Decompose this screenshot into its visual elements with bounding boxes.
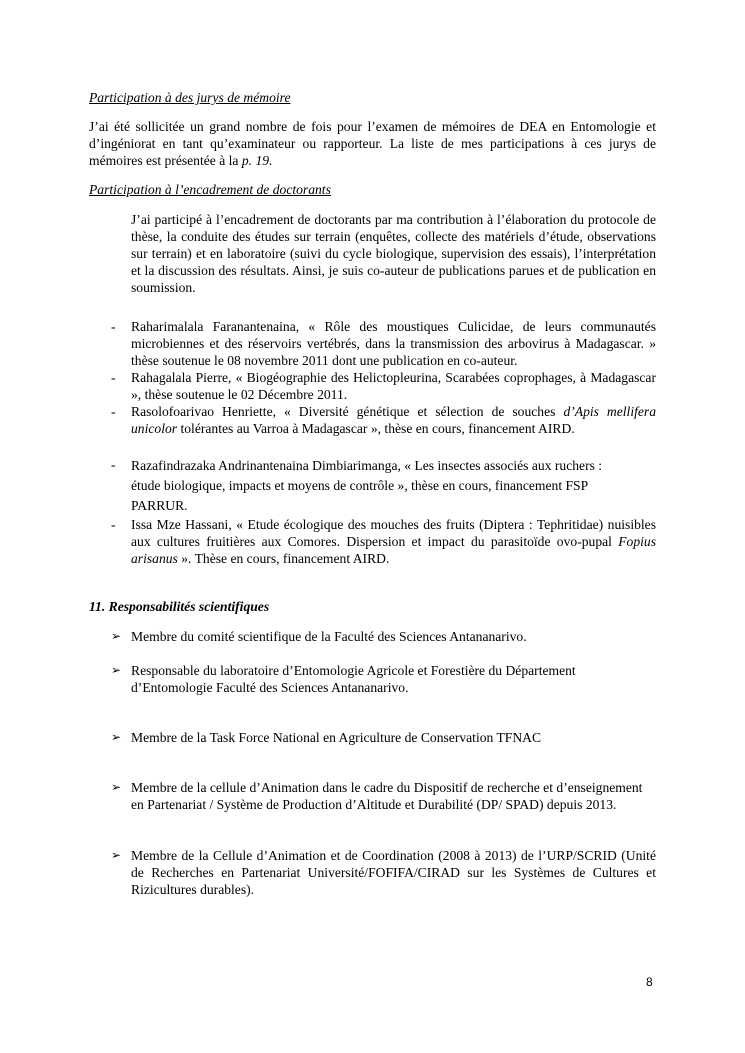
section-title: 11. Responsabilités scientifiques <box>89 599 270 614</box>
list-item: Membre de la cellule d’Animation dans le cadre du Dispositif de recherche et d’enseignement en Partenariat / Système de Production d’Altitude et Durabilité (DP/ SPAD) depuis 2013. <box>131 780 643 812</box>
arrow-bullet-icon: ➢ <box>111 848 122 862</box>
arrow-bullet-icon: ➢ <box>111 663 122 677</box>
paragraph-jurys <box>89 118 656 169</box>
page-reference: p. 19. <box>241 153 273 168</box>
list-item-text: ». Thèse en cours, financement AIRD. <box>177 551 390 566</box>
list-item: Rahagalala Pierre, « Biogéographie des Helictopleurina, Scarabées coprophages, à Madagascar », thèse soutenue le 02 Décembre 2011. <box>131 370 656 402</box>
list-item-text: Issa Mze Hassani, « Etude écologique des mouches des fruits (Diptera : Tephritidae) nuisibles aux cultures fruitières aux Comores. Dispersion et impact du parasitoïde ovo-pupal <box>131 517 656 549</box>
list-item <box>131 516 656 567</box>
page-number: 8 <box>646 975 653 989</box>
heading-jurys: Participation à des jurys de mémoire <box>89 90 291 105</box>
list-item: Responsable du laboratoire d’Entomologie Agricole et Forestière du Département d’Entomologie Faculté des Sciences Antananarivo. <box>131 663 576 695</box>
paragraph-jurys-text: J’ai été sollicitée un grand nombre de fois pour l’examen de mémoires de DEA en Entomologie et d’ingéniorat en tant qu’examinateur ou rapporteur. La liste de mes participations à ces jurys de mémoires est présentée à la <box>89 119 656 168</box>
list-item <box>131 456 656 516</box>
dash-marker: - <box>111 457 116 472</box>
dash-marker: - <box>111 319 116 334</box>
list-item-line: étude biologique, impacts et moyens de contrôle », thèse en cours, financement FSP <box>131 478 589 493</box>
species-name: Fopius arisanus <box>131 534 656 566</box>
arrow-bullet-icon: ➢ <box>111 730 122 744</box>
list-item-line: PARRUR. <box>131 498 188 513</box>
dash-marker: - <box>111 370 116 385</box>
heading-encadrement: Participation à l’encadrement de doctorants <box>89 182 331 197</box>
list-item: Membre de la Task Force National en Agriculture de Conservation TFNAC <box>131 730 542 745</box>
dash-marker: - <box>111 404 116 419</box>
list-item: Membre de la Cellule d’Animation et de Coordination (2008 à 2013) de l’URP/SCRID (Unité de Recherches en Partenariat Université/FOFIFA/CIRAD sur les Systèmes de Cultures et Rizicultures durables). <box>131 848 656 897</box>
arrow-bullet-icon: ➢ <box>111 780 122 794</box>
list-item <box>131 403 656 437</box>
list-item-text: Rasolofoarivao Henriette, « Diversité génétique et sélection de souches <box>131 404 564 419</box>
species-name: d’Apis mellifera unicolor <box>131 404 657 436</box>
list-item: Membre du comité scientifique de la Faculté des Sciences Antananarivo. <box>131 629 527 644</box>
paragraph-encadrement: J’ai participé à l’encadrement de doctorants par ma contribution à l’élaboration du protocole de thèse, la conduite des études sur terrain (enquêtes, collecte des matériels d’étude, observations sur terrain) et en laboratoire (suivi du cycle biologique, supervision des essais), l’interprétation et la discussion des résultats. Ainsi, je suis co-auteur de publications parues et de publication en soumission. <box>131 212 656 295</box>
dash-marker: - <box>111 517 116 532</box>
list-item-text: tolérantes au Varroa à Madagascar », thèse en cours, financement AIRD. <box>177 421 575 436</box>
list-item: Raharimalala Faranantenaina, « Rôle des moustiques Culicidae, de leurs communautés microbiennes et des réservoirs vertébrés, dans la transmission des arbovirus à Madagascar. » thèse soutenue le 08 novembre 2011 dont une publication en co-auteur. <box>131 319 656 368</box>
arrow-bullet-icon: ➢ <box>111 629 122 643</box>
list-item-line: Razafindrazaka Andrinantenaina Dimbiarimanga, « Les insectes associés aux ruchers : <box>131 458 603 473</box>
